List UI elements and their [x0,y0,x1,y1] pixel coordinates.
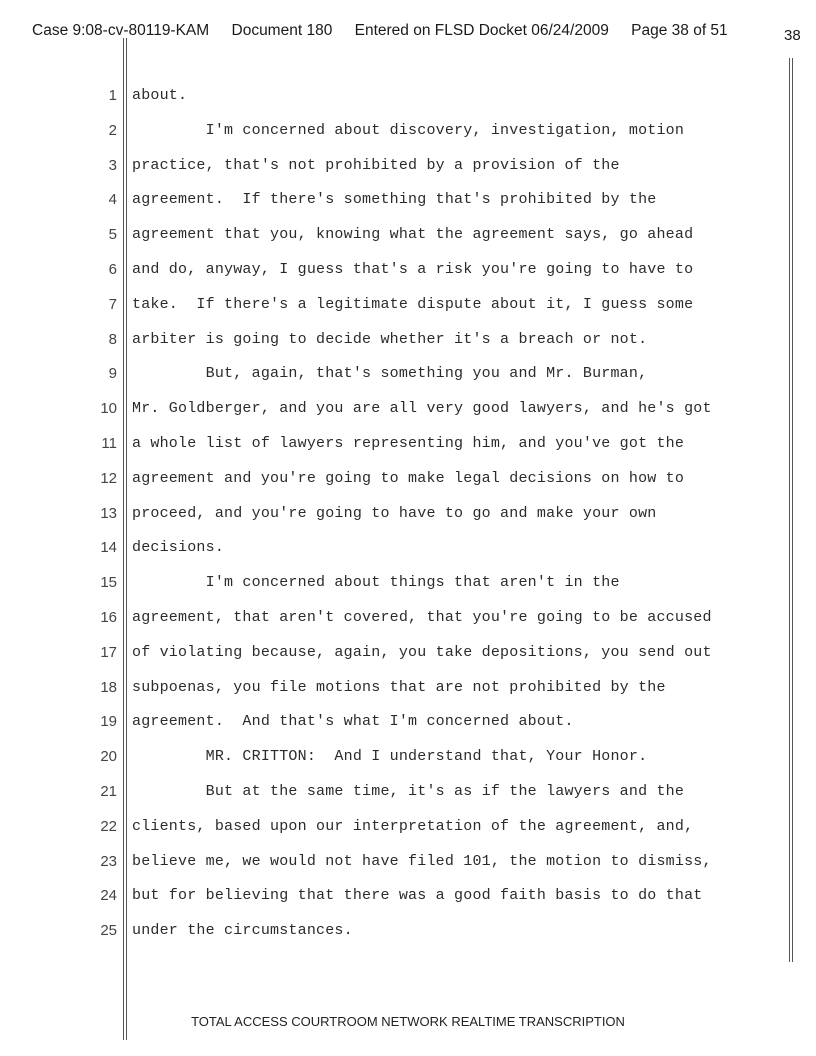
line-text: of violating because, again, you take depositions, you send out [132,643,712,661]
transcript-line [0,226,816,261]
transcript-line [0,87,816,122]
line-text: I'm concerned about things that aren't in the [132,574,620,592]
line-number: 9 [108,365,117,383]
line-text: agreement. If there's something that's prohibited by the [132,191,657,209]
transcript-line [0,435,816,470]
line-text: about. [132,87,188,104]
line-number: 1 [108,87,117,104]
line-number: 4 [108,191,117,209]
line-number: 15 [100,574,117,592]
transcript-line [0,922,816,957]
line-number: 12 [100,469,117,487]
transcript-line [0,470,816,505]
line-text: I'm concerned about discovery, investigation, motion [132,121,685,139]
line-number: 2 [108,121,117,139]
page-indicator: Page 38 of 51 [631,22,728,39]
transcript-footer: TOTAL ACCESS COURTROOM NETWORK REALTIME TRANSCRIPTION [191,1014,625,1029]
transcript-line [0,365,816,400]
document-number: Document 180 [231,22,333,39]
transcript-line [0,122,816,157]
line-text: believe me, we would not have filed 101, the motion to dismiss, [132,852,712,870]
transcript-line [0,818,816,853]
transcript-line [0,679,816,714]
line-number: 19 [100,713,117,731]
line-text: under the circumstances. [132,922,353,940]
line-text: practice, that's not prohibited by a provision of the [132,156,620,174]
line-text: agreement and you're going to make legal decisions on how to [132,469,685,487]
transcript-line [0,157,816,192]
line-text: take. If there's a legitimate dispute about it, I guess some [132,295,694,313]
line-number: 18 [100,678,117,696]
line-text: arbiter is going to decide whether it's a breach or not. [132,330,648,348]
transcript-line [0,783,816,818]
transcript-line [0,748,816,783]
line-number: 7 [108,295,117,313]
line-number: 16 [100,608,117,626]
transcript-line [0,296,816,331]
line-text: clients, based upon our interpretation of the agreement, and, [132,817,694,835]
line-text: But, again, that's something you and Mr. Burman, [132,365,648,383]
line-number: 21 [100,782,117,800]
line-number: 13 [100,504,117,522]
line-number: 22 [100,817,117,835]
line-number: 25 [100,922,117,940]
line-number: 8 [108,330,117,348]
line-text: agreement, that aren't covered, that you're going to be accused [132,608,712,626]
line-text: but for believing that there was a good faith basis to do that [132,887,703,905]
line-text: MR. CRITTON: And I understand that, Your Honor. [132,748,648,766]
line-text: agreement. And that's what I'm concerned about. [132,713,574,731]
line-text: a whole list of lawyers representing him, and you've got the [132,434,685,452]
line-number: 23 [100,852,117,870]
line-text: subpoenas, you file motions that are not prohibited by the [132,678,666,696]
line-number: 6 [108,260,117,278]
line-number: 17 [100,643,117,661]
line-text: proceed, and you're going to have to go and make your own [132,504,657,522]
transcript-line [0,853,816,888]
transcript-line [0,539,816,574]
transcript-line [0,400,816,435]
line-number: 11 [101,434,117,452]
transcript-page-number: 38 [784,27,801,44]
transcript-body [0,87,816,957]
line-number: 20 [100,748,117,766]
transcript-line [0,609,816,644]
line-text: agreement that you, knowing what the agreement says, go ahead [132,226,694,244]
docket-entry-date: Entered on FLSD Docket 06/24/2009 [354,22,609,39]
line-text: Mr. Goldberger, and you are all very good lawyers, and he's got [132,400,712,418]
transcript-line [0,331,816,366]
transcript-line [0,191,816,226]
transcript-line [0,887,816,922]
transcript-line [0,574,816,609]
line-number: 5 [108,226,117,244]
transcript-line [0,644,816,679]
transcript-line [0,505,816,540]
line-number: 24 [100,887,117,905]
transcript-line [0,261,816,296]
line-text: decisions. [132,539,225,557]
line-number: 14 [100,539,117,557]
line-number: 3 [108,156,117,174]
docket-header [32,22,801,44]
case-number: Case 9:08-cv-80119-KAM [32,22,210,39]
line-text: and do, anyway, I guess that's a risk you're going to have to [132,260,694,278]
line-text: But at the same time, it's as if the lawyers and the [132,782,685,800]
line-number: 10 [100,400,117,418]
transcript-line [0,713,816,748]
